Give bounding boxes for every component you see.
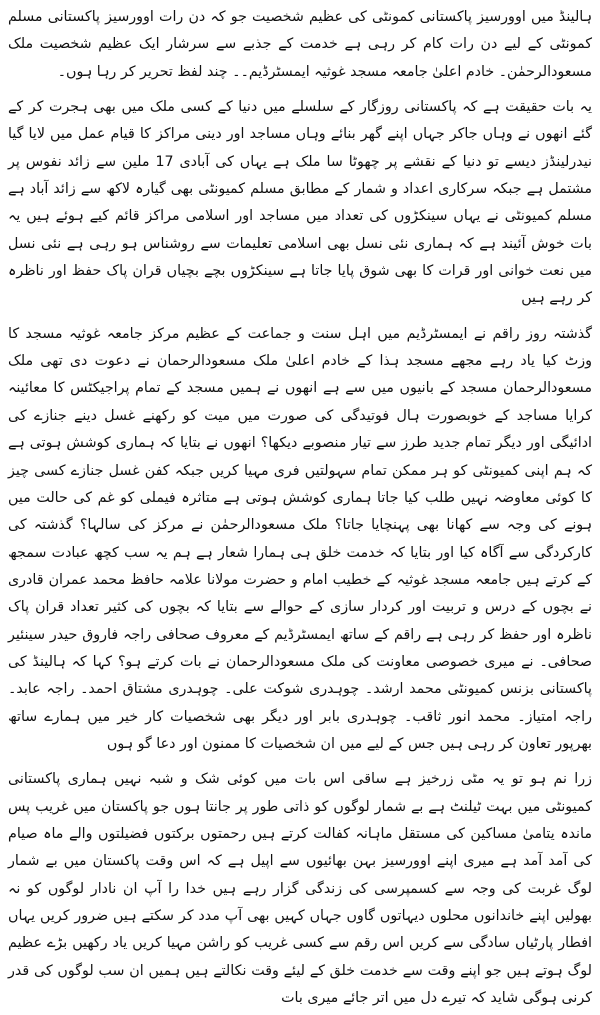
paragraph-intro: ہالینڈ میں اوورسیز پاکستانی کمونٹی کی عظیم شخصیت جو کہ دن رات اوورسیز پاکستانی مسلم کمونٹی کے لیے دن رات کام کر رہی ہے خدمت کے جذبے سے سرشار ایک عظیم شخصیت ملک مسعودالرحمٰن۔ خادم اعلیٰ جامعہ مسجد غوثیہ ایمسٹرڈیم۔۔ چند لفظ تحریر کر رہا ہوں۔ [8,9,592,80]
paragraph-mosque-visit: گذشتہ روز راقم نے ایمسٹرڈیم میں اہل سنت و جماعت کے عظیم مرکز جامعہ غوثیہ مسجد کا وزٹ کیا یاد رہے مجھے مسجد ہذا کے خادم اعلیٰ ملک مسعودالرحمان نے دعوت دی تھی ملک مسعودالرحمان مسجد کے بانیوں میں سے ہے انھوں نے ہمیں مسجد کے تمام پراجیکٹس کا معائینہ کرایا مساجد کے خوبصورت ہال فوتیدگی کی صورت میں میت کو رکھنے غسل دینے جنازے کی ادائیگی اور دیگر تمام جدید طرز سے تیار منصوبے دیکھا؟ انھوں نے بتایا کہ ہماری کوشش ہوتی ہے کہ ہم اپنی کمیونٹی کو ہر ممکن تمام سہولتیں فری مہیا کریں جبکہ کفن غسل جنازے کسی چیز کا کوئی معاوضہ نہیں طلب کیا جاتا ہماری کوشش ہوتی ہے متاثرہ فیملی کو غم کی حالت میں ہونے کی وجہ سے کھانا بھی پہنچایا جاتا؟ ملک مسعودالرحمٰن نے مرکز کی سالہا؟ گذشتہ کی کارکردگی سے آگاہ کیا اور بتایا کہ خدمت خلق ہی ہمارا شعار ہے ہم یہ سب کچھ عبادت سمجھ کے کرتے ہیں جامعہ مسجد غوثیہ کے خطیب امام و حضرت مولانا علامہ حافظ محمد عمران قادری نے بچوں کے درس و تربیت اور کردار سازی کے حوالے سے بتایا کہ بچوں کی کثیر تعداد قران پاک ناظرہ اور حفظ کر رہی ہے راقم کے ساتھ ایمسٹرڈیم کے معروف صحافی راجہ فاروق حیدر سینئیر صحافی۔ نے میری خصوصی معاونت کی ملک مسعودالرحمان نے بات کرتے ہو؟ کہا کہ ہالینڈ کی پاکستانی بزنس کمیونٹی محمد ارشد۔ چوہدری شوکت علی۔ چوہدری مشتاق احمد۔ راجہ عابد۔ راجہ امتیاز۔ محمد انور ثاقب۔ چوہدری بابر اور دیگر بھی شخصیات کار خیر میں ہمارے ساتھ بھرپور تعاون کر رہی ہیں جس کے لیے میں ان شخصیات کا ممنون اور دعا گو ہوں [8,325,592,752]
paragraph-appeal: زرا نم ہو تو یہ مٹی زرخیز ہے ساقی اس بات میں کوئی شک و شبہ نہیں ہماری پاکستانی کمیونٹی میں بہت ٹیلنٹ ہے بے شمار لوگوں کو ذاتی طور پر جانتا ہوں جو پاکستان میں غریب پس ماندہ یتامیٰ مساکین کی مستقل ماہانہ کفالت کرتے ہیں رحمتوں برکتوں فضیلتوں والے ماہ صیام کی آمد آمد ہے میری اپنے اوورسیز بہن بھائیوں سے اپیل ہے کہ اس وقت پاکستان میں بے شمار لوگ غربت کی وجہ سے کسمپرسی کی زندگی گزار رہے ہیں خدا را آپ ان نادار لوگوں کو نہ بھولیں اپنے خاندانوں محلوں دیہاتوں گاوں جہاں کہیں بھی آپ مدد کر سکتے ہیں ضرور کریں یہاں افطار پارٹیاں سادگی سے کریں اس رقم سے کسی غریب کو راشن مہیا کریں یاد رکھیں بڑے عظیم لوگ ہوتے ہیں جو اپنے وقت سے خدمت خلق کے لیئے وقت نکالتے ہیں ہمیں ان سب لوگوں کی قدر کرنی ہوگی شاید کہ تیرے دل میں اتر جائے میری بات [8,771,592,1007]
paragraph-community: یہ بات حقیقت ہے کہ پاکستانی روزگار کے سلسلے میں دنیا کے کسی ملک میں بھی ہجرت کر کے گئے انھوں نے وہاں جاکر جہاں اپنے گھر بنائے وہاں مساجد اور دینی مراکز کا قیام عمل میں لایا گیا نیدرلینڈز دیسے تو دنیا کے نقشے پر چھوٹا سا ملک ہے یہاں کی آبادی 17 ملین سے زائد نفوس پر مشتمل ہے جبکہ سرکاری اعداد و شمار کے مطابق مسلم کمیونٹی بھی گیارہ لاکھ سے زائد آباد ہے مسلم کمیونٹی نے یہاں سینکڑوں کی تعداد میں مساجد اور اسلامی مراکز قائم کیے ہوئے ہیں یہ بات خوش آئیند ہے کہ ہماری نئی نسل بھی اسلامی تعلیمات سے روشناس ہو رہی ہے نئی نسل میں نعت خوانی اور قرات کا بھی شوق پایا جاتا ہے سینکڑوں بچے بچیاں قران پاک حفظ اور ناظرہ کر رہے ہیں [8,99,592,307]
